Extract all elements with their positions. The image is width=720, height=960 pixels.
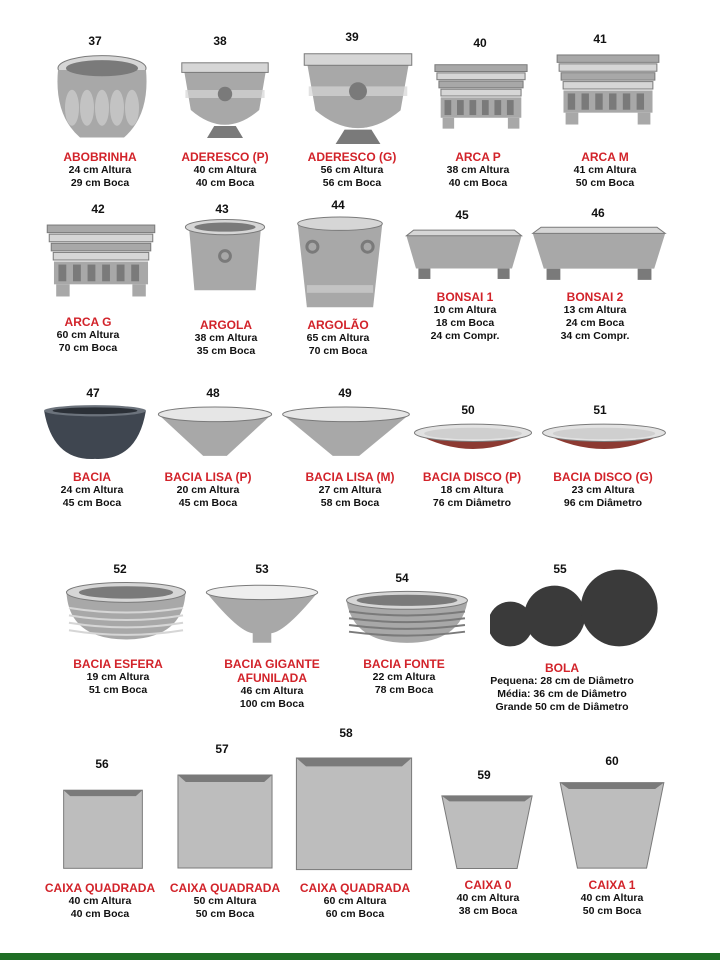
product-photo [540, 422, 668, 463]
product-spec: 40 cm Boca [195, 177, 255, 189]
product-spec: 38 cm Altura [194, 332, 258, 344]
product-photo [558, 778, 666, 875]
product-photo [344, 588, 470, 649]
product-photo [156, 406, 274, 463]
product-spec: 78 cm Boca [374, 684, 434, 696]
product-caption [457, 878, 520, 918]
product-spec: 65 cm Altura [306, 332, 370, 344]
product-number: 41 [593, 32, 607, 46]
product-caption [300, 881, 410, 921]
product-caption [181, 150, 268, 190]
product-caption [490, 661, 634, 714]
product-name: ARCA P [455, 150, 501, 164]
product-spec: 18 cm Boca [435, 317, 495, 329]
product-caption [307, 318, 370, 358]
product-number: 37 [88, 34, 102, 48]
product-caption [553, 470, 653, 510]
product-name: BONSAI 2 [566, 290, 624, 304]
product-number: 38 [213, 34, 227, 48]
product-number: 49 [338, 386, 352, 400]
product-name: BACIA LISA (M) [305, 470, 395, 484]
product-spec: 50 cm Boca [195, 908, 255, 920]
product-name: ARGOLA [199, 318, 252, 332]
product-spec: 34 cm Compr. [560, 330, 630, 342]
product-name: BACIA GIGANTE [224, 657, 320, 671]
product-spec: 29 cm Boca [70, 177, 130, 189]
product-number: 50 [461, 403, 475, 417]
product-spec: 56 cm Boca [322, 177, 382, 189]
product-caption [561, 290, 630, 343]
product-caption [164, 470, 251, 510]
product-caption [61, 470, 124, 510]
product-number: 43 [215, 202, 229, 216]
product-number: 44 [331, 198, 345, 212]
product-caption [423, 470, 521, 510]
product-photo [294, 216, 386, 317]
product-photo [180, 58, 270, 143]
product-spec: 51 cm Boca [88, 684, 148, 696]
product-spec: 60 cm Altura [56, 329, 120, 341]
product-spec: Média: 36 cm de Diâmetro [497, 688, 627, 700]
product-name: ABOBRINHA [63, 150, 137, 164]
product-photo [280, 406, 412, 463]
product-name: CAIXA QUADRADA [299, 881, 411, 895]
product-photo [180, 218, 270, 299]
product-photo [490, 568, 660, 653]
product-caption [63, 150, 136, 190]
product-number: 45 [455, 208, 469, 222]
product-number: 57 [215, 742, 229, 756]
product-caption [574, 150, 637, 190]
product-photo [204, 584, 320, 649]
product-spec: 56 cm Altura [320, 164, 384, 176]
product-photo [62, 786, 144, 875]
product-number: 54 [395, 571, 409, 585]
product-photo [404, 228, 524, 285]
product-name: ADERESCO (P) [181, 150, 269, 164]
product-spec: 24 cm Altura [68, 164, 132, 176]
product-number: 51 [593, 403, 607, 417]
product-spec: 40 cm Altura [456, 892, 520, 904]
product-caption [195, 318, 258, 358]
product-photo [302, 48, 414, 149]
product-spec: 96 cm Diâmetro [563, 497, 643, 509]
product-name: BACIA LISA (P) [164, 470, 252, 484]
product-spec: 38 cm Altura [446, 164, 510, 176]
product-number: 59 [477, 768, 491, 782]
product-spec: 46 cm Altura [240, 685, 304, 697]
product-caption [447, 150, 510, 190]
product-number: 58 [339, 726, 353, 740]
product-photo [45, 222, 157, 303]
product-spec: 40 cm Boca [70, 908, 130, 920]
product-spec: 27 cm Altura [318, 484, 382, 496]
product-spec: 41 cm Altura [573, 164, 637, 176]
product-spec: 35 cm Boca [196, 345, 256, 357]
product-spec: 18 cm Altura [440, 484, 504, 496]
product-photo [412, 422, 534, 463]
product-number: 52 [113, 562, 127, 576]
product-number: 40 [473, 36, 487, 50]
product-caption [581, 878, 644, 918]
product-spec: 13 cm Altura [563, 304, 627, 316]
product-spec: 38 cm Boca [458, 905, 518, 917]
product-name: ARCA M [581, 150, 629, 164]
product-spec: 24 cm Altura [60, 484, 124, 496]
product-name: AFUNILADA [237, 671, 307, 685]
product-spec: 58 cm Boca [320, 497, 380, 509]
product-photo [555, 52, 661, 131]
product-photo [64, 580, 188, 647]
product-spec: 50 cm Boca [582, 905, 642, 917]
product-spec: 24 cm Compr. [430, 330, 500, 342]
product-caption [363, 657, 445, 697]
product-spec: 45 cm Boca [62, 497, 122, 509]
product-photo [42, 404, 148, 465]
product-name: BACIA FONTE [363, 657, 445, 671]
product-caption [431, 290, 500, 343]
product-name: ADERESCO (G) [307, 150, 397, 164]
product-spec: 23 cm Altura [571, 484, 635, 496]
product-spec: 40 cm Altura [580, 892, 644, 904]
product-caption [305, 470, 394, 510]
product-spec: 10 cm Altura [433, 304, 497, 316]
product-name: CAIXA 1 [588, 878, 636, 892]
product-name: BONSAI 1 [436, 290, 494, 304]
product-photo [176, 770, 274, 875]
product-spec: 100 cm Boca [239, 698, 305, 710]
product-photo [440, 792, 534, 875]
product-spec: Grande 50 cm de Diâmetro [495, 701, 629, 713]
product-photo [530, 225, 668, 286]
product-name: BOLA [545, 661, 579, 675]
product-number: 60 [605, 754, 619, 768]
product-photo [433, 62, 529, 135]
product-spec: 20 cm Altura [176, 484, 240, 496]
product-photo [52, 52, 152, 147]
product-spec: 24 cm Boca [565, 317, 625, 329]
product-caption [45, 881, 155, 921]
product-spec: 22 cm Altura [372, 671, 436, 683]
product-number: 55 [553, 562, 567, 576]
product-name: CAIXA 0 [464, 878, 512, 892]
product-number: 46 [591, 206, 605, 220]
product-caption [308, 150, 397, 190]
product-spec: Pequena: 28 cm de Diâmetro [490, 675, 634, 687]
product-spec: 60 cm Altura [323, 895, 387, 907]
product-spec: 70 cm Boca [58, 342, 118, 354]
product-number: 47 [86, 386, 100, 400]
product-spec: 45 cm Boca [178, 497, 238, 509]
product-number: 39 [345, 30, 359, 44]
product-spec: 76 cm Diâmetro [432, 497, 512, 509]
product-spec: 40 cm Altura [193, 164, 257, 176]
product-number: 53 [255, 562, 269, 576]
product-spec: 60 cm Boca [325, 908, 385, 920]
product-spec: 19 cm Altura [86, 671, 150, 683]
product-caption [73, 657, 163, 697]
product-spec: 40 cm Altura [68, 895, 132, 907]
product-name: ARCA G [64, 315, 112, 329]
product-name: CAIXA QUADRADA [169, 881, 281, 895]
product-caption [57, 315, 120, 355]
product-name: BACIA ESFERA [73, 657, 163, 671]
product-caption [170, 881, 280, 921]
product-spec: 50 cm Altura [193, 895, 257, 907]
product-name: CAIXA QUADRADA [44, 881, 156, 895]
product-spec: 50 cm Boca [575, 177, 635, 189]
product-name: BACIA DISCO (P) [422, 470, 522, 484]
product-number: 42 [91, 202, 105, 216]
product-number: 56 [95, 757, 109, 771]
product-name: BACIA DISCO (G) [553, 470, 653, 484]
product-spec: 40 cm Boca [448, 177, 508, 189]
product-spec: 70 cm Boca [308, 345, 368, 357]
product-caption [224, 657, 320, 711]
product-photo [294, 752, 414, 877]
product-number: 48 [206, 386, 220, 400]
footer-bar [0, 953, 720, 960]
product-name: ARGOLÃO [307, 318, 369, 332]
product-name: BACIA [72, 470, 111, 484]
